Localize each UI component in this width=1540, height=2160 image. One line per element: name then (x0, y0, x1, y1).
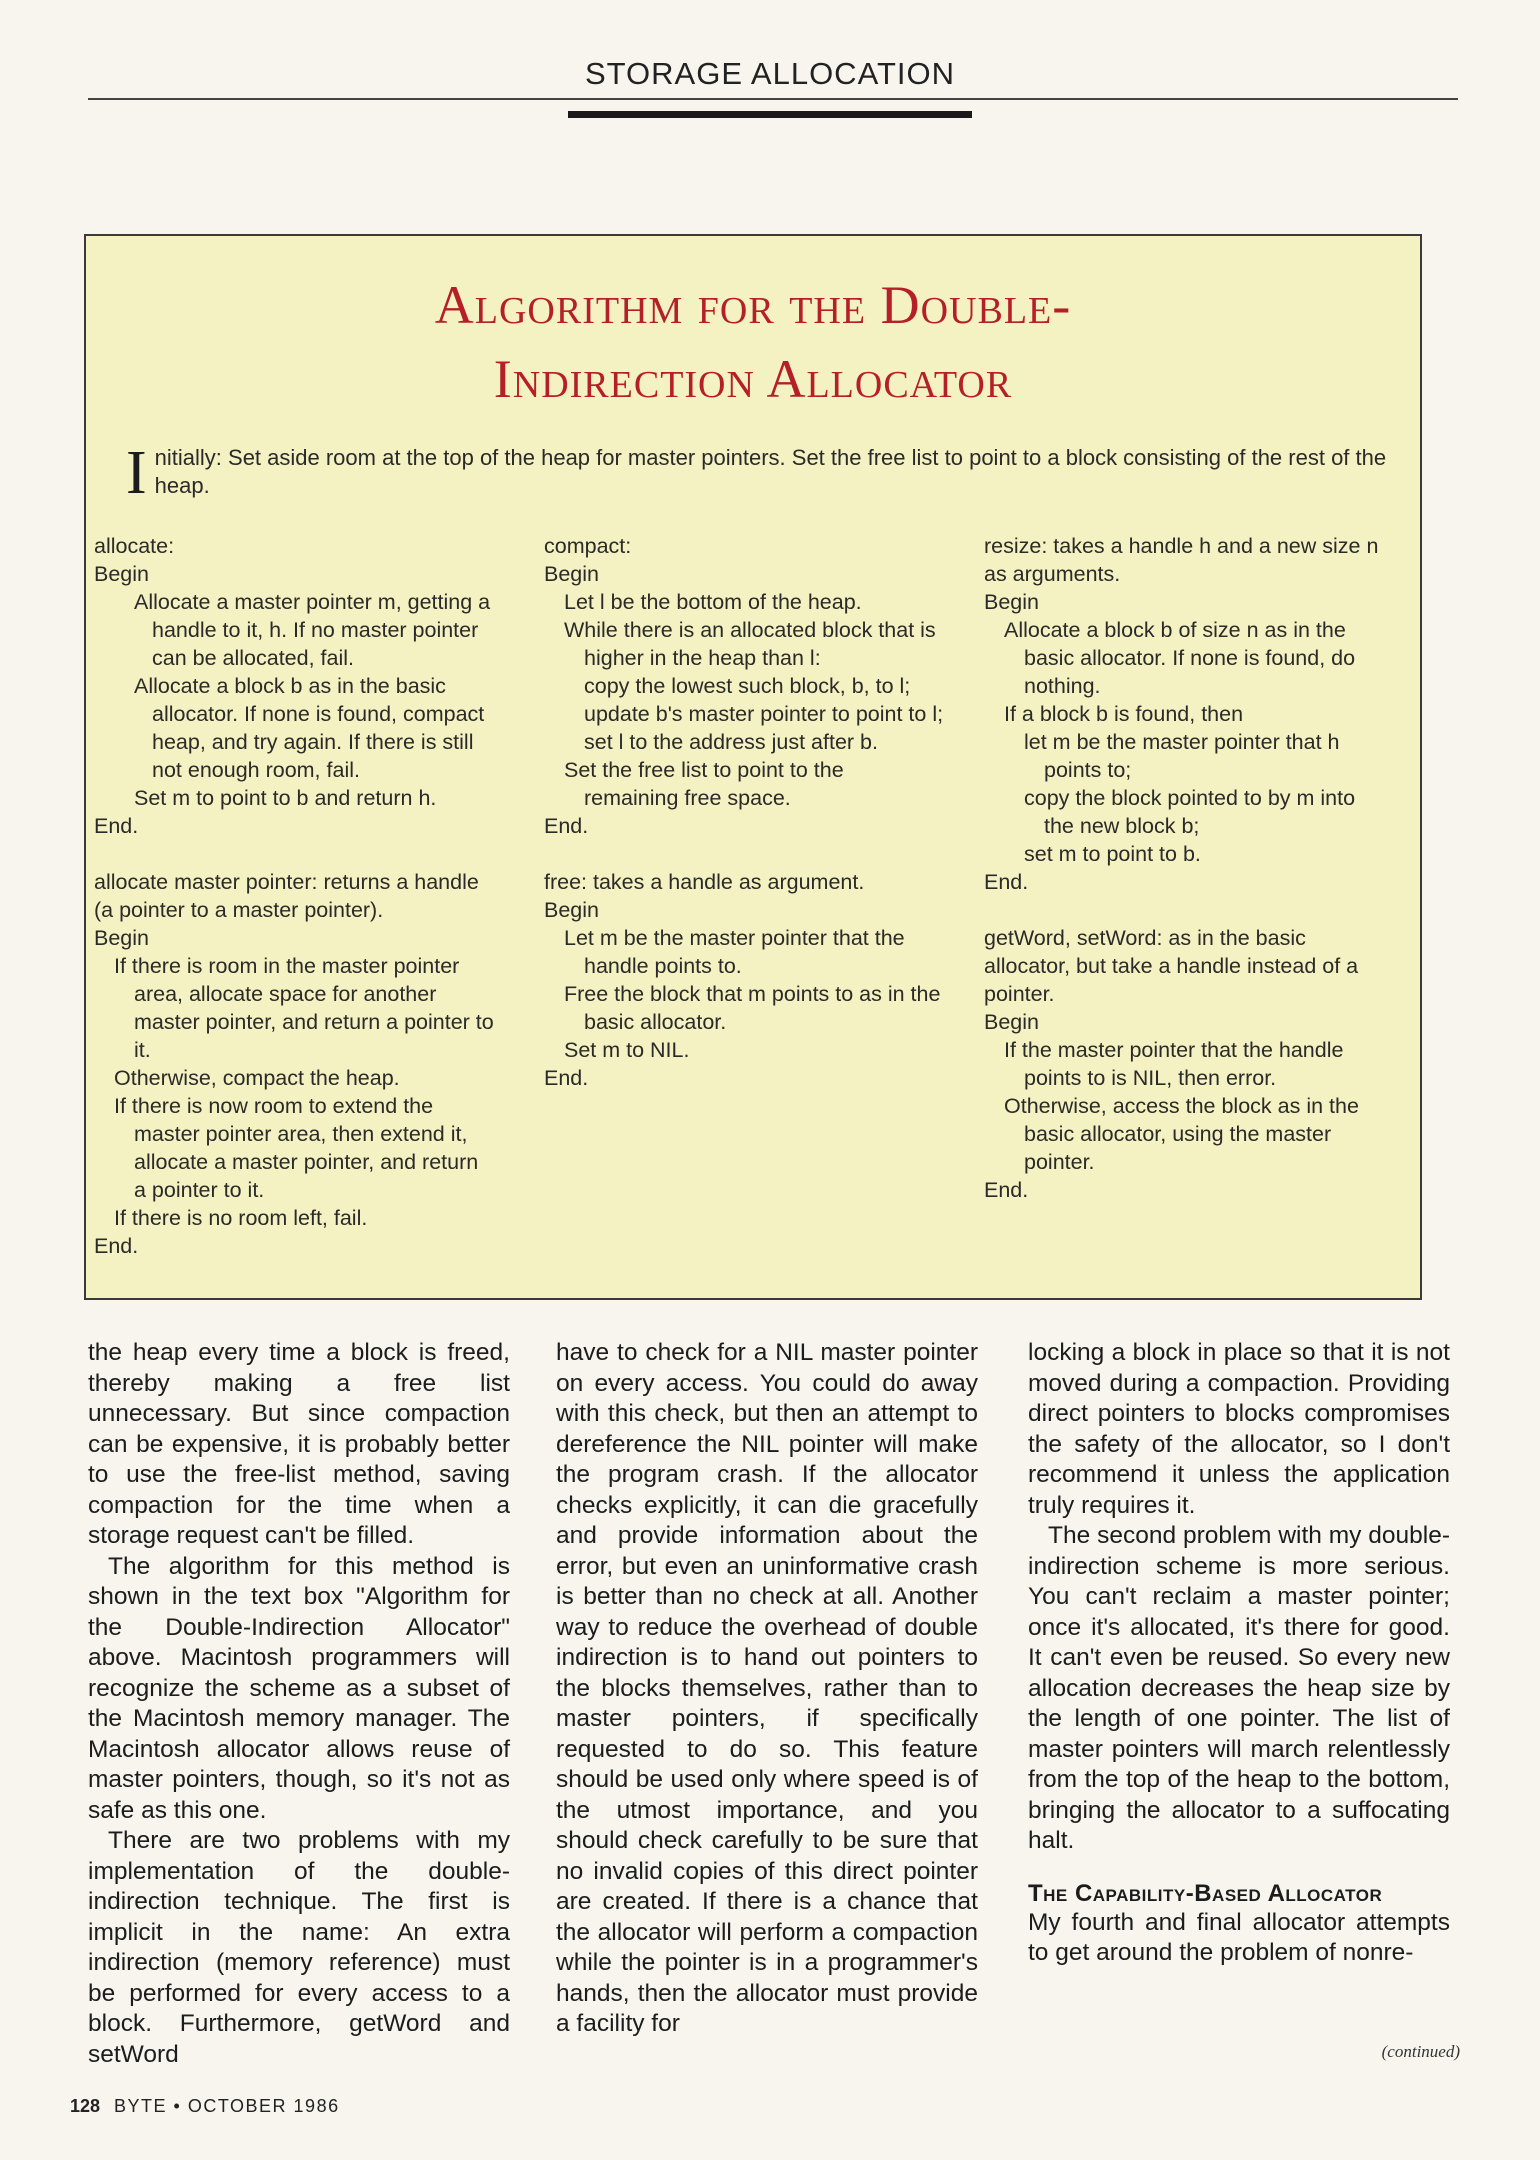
paragraph: Free the block that m points to as in the basic allocator. (564, 982, 941, 1034)
paragraph: Begin (984, 1010, 1039, 1034)
paragraph: Set m to point to b and return h. (134, 786, 437, 810)
paragraph: copy the block pointed to by m into the new block b; (1024, 786, 1356, 838)
paragraph: have to check for a NIL master pointer on every access. You could do away with this check, but then an attempt to dereference the NIL pointer will make the program crash. If the allocator checks explicitly, it can die gracefully and provide information about the error, but even an uninformative crash is better than no check at all. Another way to reduce the overhead of double indirection is to hand out pointers to the blocks themselves, rather than to master pointers, if specifically requested to do so. This feature should be used only where speed is of the utmost importance, and you should check carefully to be sure that no invalid copies of this direct pointer are created. If there is a chance that the allocator will perform a compaction while the pointer is in a programmer's hands, then the allocator must provide a facility for (556, 1339, 978, 2037)
paragraph: Set the free list to point to the remaining free space. (564, 758, 844, 810)
paragraph: Allocate a block b of size n as in the basic allocator. If none is found, do nothing. (1004, 618, 1356, 698)
paragraph: resize: takes a handle h and a new size n as arguments. (984, 534, 1379, 586)
paragraph: let m be the master pointer that h points to; (1024, 730, 1340, 782)
paragraph: Begin (984, 590, 1039, 614)
paragraph: If a block b is found, then (1004, 702, 1244, 726)
paragraph: getWord, setWord: as in the basic allocator, but take a handle instead of a pointer. (984, 926, 1359, 1006)
paragraph: End. (544, 814, 589, 838)
paragraph: Begin (94, 926, 149, 950)
paragraph: If there is now room to extend the master pointer area, then extend it, allocate a master pointer, and return a pointer to it. (114, 1094, 479, 1202)
intro-text: nitially: Set aside room at the top of the heap for master pointers. Set the free list to point to a block consisting of the rest of the heap. (154, 445, 1387, 498)
paragraph: End. (984, 870, 1029, 894)
header-rule (88, 98, 1458, 100)
spacer (984, 896, 1384, 924)
paragraph: Allocate a master pointer m, getting a handle to it, h. If no master pointer can be allocated, fail. (134, 590, 491, 670)
paragraph: Begin (544, 898, 599, 922)
paragraph: set m to point to b. (1024, 842, 1201, 866)
paragraph: Allocate a block b as in the basic allocator. If none is found, compact heap, and try again. If there is still not enough room, fail. (134, 674, 485, 782)
paragraph: End. (544, 1066, 589, 1090)
article-column-2 (556, 1338, 978, 2040)
continued-note: (continued) (1381, 2042, 1460, 2061)
paragraph: If there is no room left, fail. (114, 1206, 368, 1230)
algorithm-column-1 (94, 532, 494, 1260)
algorithm-box-title (86, 268, 1420, 416)
paragraph: the heap every time a block is freed, thereby making a free list unnecessary. But since compaction can be expensive, it is probably better to use the free-list method, saving compaction for the time when a storage request can't be filled. (88, 1339, 510, 1549)
paragraph: Otherwise, access the block as in the basic allocator, using the master pointer. (1004, 1094, 1359, 1174)
article-column-3 (1028, 1338, 1450, 1969)
spacer (94, 840, 494, 868)
paragraph: locking a block in place so that it is not moved during a compaction. Providing direct pointers to blocks compromises the safety of the allocator, so I don't recommend it unless the application truly requires it. (1028, 1339, 1450, 1519)
paragraph: If the master pointer that the handle points to is NIL, then error. (1004, 1038, 1344, 1090)
intro-paragraph (126, 439, 1396, 507)
algorithm-column-3 (984, 532, 1384, 1204)
algorithm-box (84, 234, 1422, 1300)
paragraph: While there is an allocated block that is higher in the heap than l: (564, 618, 936, 670)
page-footer (70, 2096, 340, 2117)
paragraph: There are two problems with my implementation of the double-indirection technique. The first is implicit in the name: An extra indirection (memory reference) must be performed for every access to a block. Furthermore, getWord and setWord (88, 1827, 510, 2068)
paragraph: The algorithm for this method is shown in the text box "Algorithm for the Double-Indirection Allocator" above. Macintosh programmers will recognize the scheme as a subset of the Macintosh memory manager. The Macintosh allocator allows reuse of master pointers, though, so it's not as safe as this one. (88, 1552, 510, 1824)
magazine-issue: BYTE • OCTOBER 1986 (114, 2096, 340, 2116)
spacer (544, 840, 944, 868)
paragraph: compact: (544, 534, 632, 558)
title-line-2: Indirection Allocator (493, 349, 1013, 409)
paragraph: Begin (94, 562, 149, 586)
section-title: STORAGE ALLOCATION (584, 56, 955, 91)
paragraph: Let l be the bottom of the heap. (564, 590, 862, 614)
paragraph: End. (94, 1234, 139, 1258)
paragraph: Begin (544, 562, 599, 586)
paragraph: allocate: (94, 534, 175, 558)
paragraph: Let m be the master pointer that the handle points to. (564, 926, 905, 978)
paragraph: set l to the address just after b. (584, 730, 878, 754)
page-number: 128 (70, 2096, 101, 2116)
paragraph: Otherwise, compact the heap. (114, 1066, 400, 1090)
title-line-1: Algorithm for the Double- (434, 275, 1072, 335)
article-column-1 (88, 1338, 510, 2070)
paragraph: Set m to NIL. (564, 1038, 690, 1062)
paragraph: update b's master pointer to point to l; (584, 702, 944, 726)
header-bar (568, 111, 972, 118)
paragraph: End. (94, 814, 139, 838)
paragraph: My fourth and final allocator attempts to get around the problem of nonre- (1028, 1908, 1450, 1966)
paragraph: End. (984, 1178, 1029, 1202)
paragraph: If there is room in the master pointer area, allocate space for another master pointer, and return a pointer to it. (114, 954, 494, 1062)
paragraph: copy the lowest such block, b, to l; (584, 674, 911, 698)
paragraph: allocate master pointer: returns a handle (a pointer to a master pointer). (94, 870, 479, 922)
paragraph: free: takes a handle as argument. (544, 870, 865, 894)
algorithm-column-2 (544, 532, 944, 1092)
paragraph: The second problem with my double-indirection scheme is more serious. You can't reclaim a master pointer; once it's allocated, it's there for good. It can't even be reused. So every new allocation decreases the heap size by the length of one pointer. The list of master pointers will march relentlessly from the top of the heap to the bottom, bringing the allocator to a suffocating halt. (1028, 1522, 1450, 1854)
subhead: The Capability-Based Allocator (1028, 1879, 1383, 1907)
dropcap: I (126, 439, 147, 507)
